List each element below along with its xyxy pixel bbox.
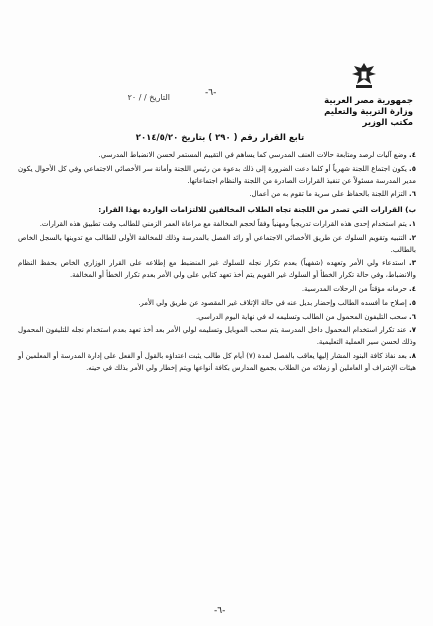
list-item: ٣. استدعاء ولي الأمر وتعهده (شفهياً) بعدم تكرار نجله للسلوك غير المنضبط مع إطلاعه على القرار الوزاري الخاص بحفظ النظام والانضباط، وفي حالة تكرار الخطأ أو السلوك غير القويم يتم أخذ تعهد كتابي على ولي الأمر بعدم تكرار الخطأ أو المخالفة. [18, 259, 416, 280]
ministry-header [273, 96, 413, 129]
date-line: التاريخ / / ٢٠ [127, 93, 170, 102]
list-item: ٦. التزام اللجنة بالحفاظ على سرية ما تقوم به من أعمال. [249, 190, 416, 199]
list-item: ٤. حرمانه مؤقتاً من الرحلات المدرسية. [301, 284, 416, 293]
header-office: مكتب الوزير [362, 118, 413, 128]
document-body [18, 150, 416, 377]
list-item: ١. يتم استخدام إحدى هذه القرارات تدريجياً ومهنياً وفقاً لحجم المخالفة مع مراعاة العمر الزمني للطالب وقت تطبيق هذه القرارات. [39, 219, 416, 228]
footer-page-mark: -٦- [214, 606, 226, 616]
page-number: -٦- [205, 88, 217, 98]
list-item: ٤. وضع آليات لرصد ومتابعة حالات العنف المدرسي كما يساهم في التقييم المستمر لحسن الانضباط المدرسي. [98, 151, 416, 159]
header-country: جمهورية مصر العربية [324, 96, 413, 106]
decision-title: تابع القرار رقم ( ٢٩٠ ) بتاريخ ٢٠١٤/٥/٢٠ [135, 133, 305, 143]
list-item: ٥. يكون اجتماع اللجنة شهرياً أو كلما دعت الضرورة إلى ذلك بدعوة من رئيس اللجنة وأمانة سر الأخصائي الاجتماعي وفي كل الأحوال يكون مدير المدرسة مسئولاً عن تنفيذ القرارات الصادرة من اللجنة والنظام اجتماعاتها. [18, 164, 416, 185]
list-item: ٨. بعد نفاذ كافة البنود المشار إليها يعاقب بالفصل لمدة (٧) أيام كل طالب يثبت اعتداؤه بالقول أو الفعل على إدارة المدرسة أو المعلمين أو هيئات الإشراف أو العاملين أو زملائه من الطلاب بجميع المدارس بكافة أنواعها ويتم إخطار ولي الأمر بذلك في حينه. [18, 351, 416, 372]
section-title: ب) القرارات التي تصدر من اللجنة تجاه الطلاب المخالفين للالتزامات الواردة بهذا القرار: [98, 205, 416, 215]
list-item: ٦. سحب التليفون المحمول من الطالب وتسليمه له في نهاية اليوم الدراسي. [195, 312, 416, 321]
header-ministry: وزارة التربية والتعليم [324, 107, 413, 117]
list-item: ٥. إصلاح ما أفسده الطالب وإحضار بديل عنه في حالة الإتلاف غير المقصود عن طريق ولي الأمر. [138, 298, 416, 307]
list-item: ٧. عند تكرار استخدام المحمول داخل المدرسة يتم سحب الموبايل وتسليمه لولي الأمر بعد أخذ تعهد بعدم استخدام نجله للتليفون المحمول وذلك لحسن سير العملية التعليمية. [18, 326, 417, 347]
list-item: ٢. التنبيه وتقويم السلوك عن طريق الأخصائي الاجتماعي أو رائد الفصل بالمدرسة وذلك للمخالفة الأولى للطالب مع تدوينها بالسجل الخاص بالطالب. [18, 233, 416, 254]
eagle-emblem-icon [350, 60, 378, 90]
